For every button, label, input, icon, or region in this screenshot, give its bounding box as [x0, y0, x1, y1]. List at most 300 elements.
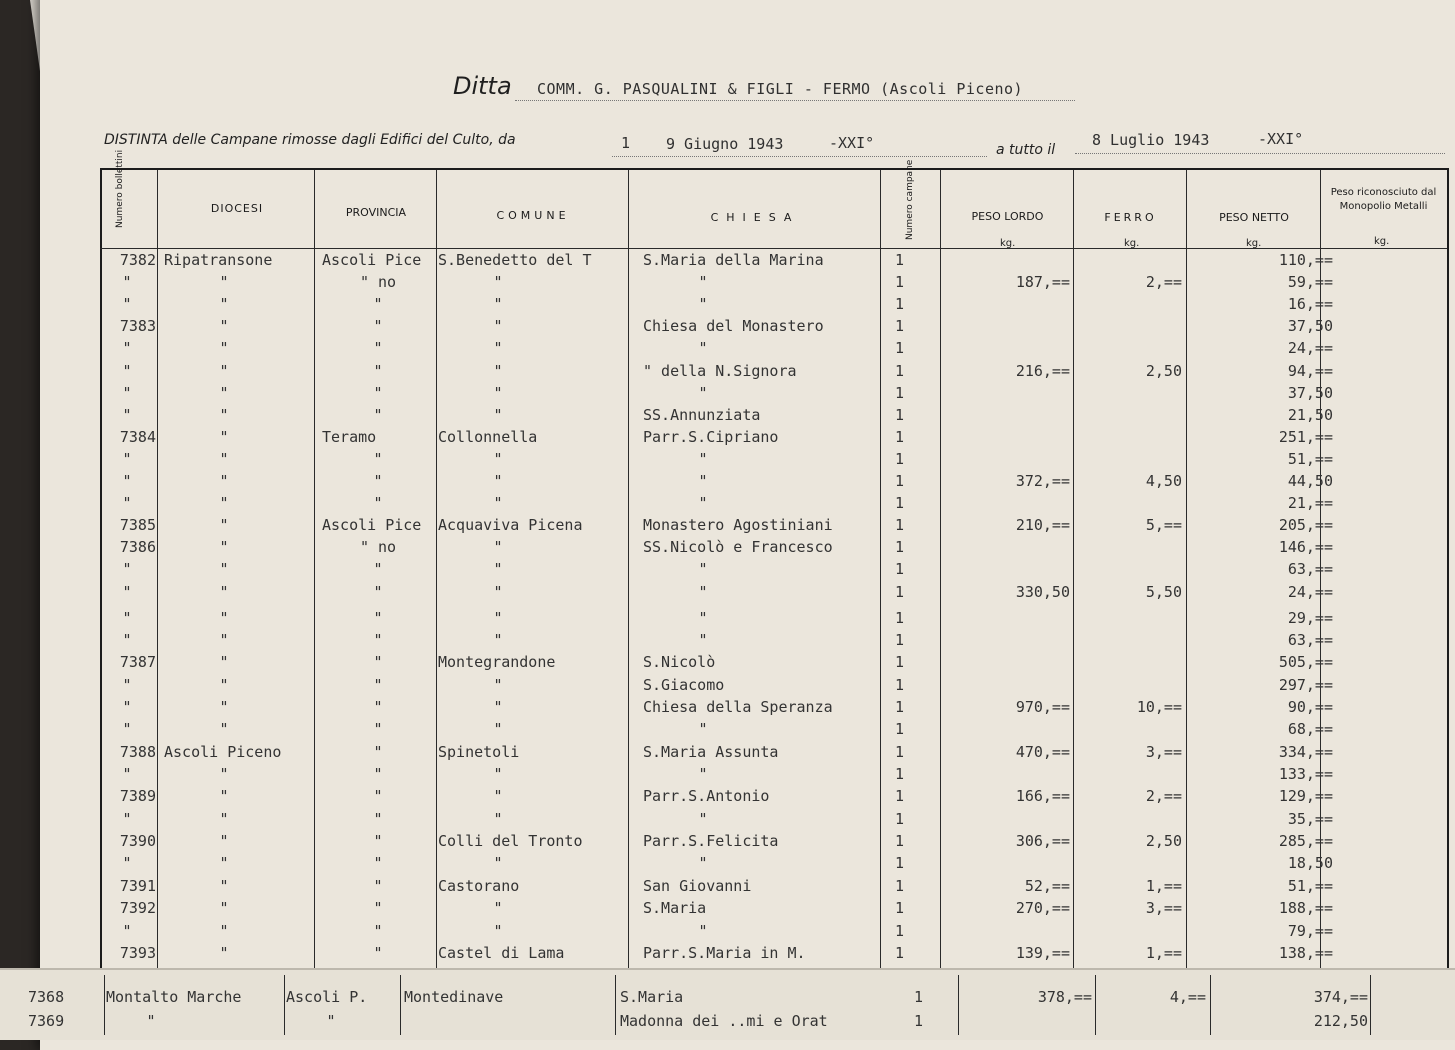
cell-diocesi: Ripatransone — [164, 251, 273, 269]
cell-diocesi: " — [219, 809, 229, 828]
cell-comune: " — [493, 339, 503, 358]
cell-diocesi: " — [219, 765, 229, 784]
cell-mon: 68,== — [1287, 720, 1333, 739]
cell-mon: 251,== — [1278, 427, 1333, 446]
cell-num: " — [122, 582, 132, 601]
cell-provincia: " — [373, 582, 383, 601]
cell-lordo: 372,== — [1015, 472, 1070, 490]
col-divider — [1186, 170, 1187, 968]
cell-num: 7385 — [119, 516, 156, 535]
cell-chiesa: S.Nicolò — [643, 653, 716, 672]
cell-chiesa: " — [698, 582, 708, 601]
cell-num: " — [122, 405, 132, 424]
cell-diocesi: " — [219, 449, 229, 468]
cell-ferro: 10,== — [1136, 698, 1182, 716]
cell-campane: 1 — [895, 582, 905, 601]
cell-chiesa: S.Maria della Marina — [643, 251, 824, 269]
cell-campane: 1 — [895, 361, 905, 380]
cell-num: " — [122, 720, 132, 739]
cell-mon: 24,== — [1287, 339, 1333, 358]
cell-provincia: " no — [359, 538, 397, 557]
cell-num: 7393 — [119, 943, 156, 962]
cell-chiesa: Chiesa della Speranza — [643, 698, 833, 716]
cell-diocesi: Montalto Marche — [106, 988, 242, 1006]
cell-comune: " — [493, 630, 503, 649]
cell-ferro: 2,== — [1145, 787, 1182, 806]
cell-provincia: " — [373, 653, 383, 672]
cell-mon: 16,== — [1287, 295, 1333, 314]
cell-lordo: 139,== — [1015, 943, 1070, 962]
cell-num: " — [122, 494, 132, 513]
cell-lordo: 270,== — [1015, 899, 1070, 918]
cell-diocesi: " — [219, 832, 229, 851]
cell-campane: 1 — [895, 943, 905, 962]
cell-chiesa: Parr.S.Cipriano — [643, 427, 779, 446]
cell-comune: " — [493, 449, 503, 468]
ditta-label: Ditta — [453, 72, 512, 100]
cell-campane: 1 — [895, 494, 905, 513]
cell-num: " — [122, 361, 132, 380]
cell-chiesa: Parr.S.Antonio — [643, 787, 770, 806]
cell-comune: " — [493, 361, 503, 380]
cell-num: " — [122, 449, 132, 468]
cell-mon: 18,50 — [1287, 854, 1333, 873]
cell-provincia: " — [373, 742, 383, 761]
cell-comune: " — [493, 472, 503, 490]
cell-campane: 1 — [895, 698, 905, 716]
cell-provincia: " — [373, 899, 383, 918]
cell-lordo: 166,== — [1015, 787, 1070, 806]
cell-provincia: " — [326, 1012, 336, 1030]
cell-ferro: 1,== — [1145, 876, 1182, 895]
to-date: 8 Luglio 1943 — [1092, 131, 1210, 149]
cell-ferro: 1,== — [1145, 943, 1182, 962]
cell-campane: 1 — [895, 251, 905, 269]
cell-ferro: 3,== — [1145, 742, 1182, 761]
cell-campane: 1 — [895, 742, 905, 761]
cell-num: 7390 — [119, 832, 156, 851]
cell-diocesi: Ascoli Piceno — [164, 742, 282, 761]
cell-mon: 94,== — [1287, 361, 1333, 380]
col-divider — [628, 170, 629, 968]
cell-chiesa: " — [698, 854, 708, 873]
cell-comune: " — [493, 317, 503, 336]
col-divider — [940, 170, 941, 968]
cell-campane: 1 — [895, 787, 905, 806]
cell-num: " — [122, 809, 132, 828]
cell-diocesi: " — [219, 899, 229, 918]
cell-provincia: " no — [359, 273, 397, 292]
cell-diocesi: " — [219, 921, 229, 940]
col-header-diocesi: DIOCESI — [210, 202, 264, 215]
cell-campane: 1 — [895, 405, 905, 424]
cell-comune: " — [493, 560, 503, 579]
cell-lordo: 970,== — [1015, 698, 1070, 716]
cell-chiesa: Parr.S.Maria in M. — [643, 943, 806, 962]
cell-num: 7388 — [119, 742, 156, 761]
cell-mon: 138,== — [1278, 943, 1333, 962]
cell-comune: Castel di Lama — [438, 943, 565, 962]
distinta-label: DISTINTA delle Campane rimosse dagli Edifici del Culto, da — [104, 132, 516, 148]
cell-diocesi: " — [219, 582, 229, 601]
col-divider — [1210, 975, 1211, 1035]
cell-provincia: " — [373, 630, 383, 649]
cell-campane: 1 — [895, 630, 905, 649]
col-divider — [157, 170, 158, 968]
col-header-monopolio: Peso riconosciuto dal Monopolio Metalli — [1330, 187, 1437, 212]
cell-comune: " — [493, 383, 503, 402]
cell-campane: 1 — [895, 339, 905, 358]
cell-mon: 334,== — [1278, 742, 1333, 761]
cell-provincia: " — [373, 361, 383, 380]
cell-diocesi: " — [219, 405, 229, 424]
cell-chiesa: " — [698, 921, 708, 940]
cell-num: " — [122, 698, 132, 716]
cell-mon: 21,== — [1287, 494, 1333, 513]
cell-campane: 1 — [895, 383, 905, 402]
cell-mon: 59,== — [1287, 273, 1333, 292]
cell-diocesi: " — [219, 472, 229, 490]
cell-num: 7369 — [28, 1012, 65, 1030]
cell-mon: 188,== — [1278, 899, 1333, 918]
cell-chiesa: " — [698, 295, 708, 314]
cell-diocesi: " — [219, 630, 229, 649]
cell-chiesa: San Giovanni — [643, 876, 752, 895]
cell-provincia: " — [373, 494, 383, 513]
cell-comune: " — [493, 405, 503, 424]
cell-num: " — [122, 854, 132, 873]
cell-diocesi: " — [219, 787, 229, 806]
cell-diocesi: " — [219, 698, 229, 716]
company-name: COMM. G. PASQUALINI & FIGLI - FERMO (Ascoli Piceno) — [537, 80, 1024, 98]
col-divider — [314, 170, 315, 968]
cell-mon: 146,== — [1278, 538, 1333, 557]
cell-campane: 1 — [895, 854, 905, 873]
col-header-provincia: PROVINCIA — [345, 206, 407, 219]
cell-num: 7368 — [28, 988, 65, 1006]
to-label: a tutto il — [996, 142, 1056, 158]
cell-provincia: " — [373, 675, 383, 694]
unit-monopolio: kg. — [1374, 236, 1390, 247]
cell-campane: 1 — [895, 899, 905, 918]
cell-mon: 205,== — [1278, 516, 1333, 535]
cell-chiesa: Monastero Agostiniani — [643, 516, 833, 535]
cell-chiesa: " — [698, 449, 708, 468]
cell-ferro: 2,50 — [1145, 361, 1182, 380]
cell-mon: 79,== — [1287, 921, 1333, 940]
cell-provincia: " — [373, 405, 383, 424]
cell-lordo: 52,== — [1024, 876, 1070, 895]
cell-mon: 37,50 — [1287, 317, 1333, 336]
cell-num: 7383 — [119, 317, 156, 336]
cell-lordo: 330,50 — [1015, 582, 1070, 601]
cell-mon: 51,== — [1287, 876, 1333, 895]
cell-mon: 35,== — [1287, 809, 1333, 828]
cell-mon: 24,== — [1287, 582, 1333, 601]
cell-num: 7389 — [119, 787, 156, 806]
from-dotted-line — [612, 156, 987, 157]
cell-chiesa: SS.Annunziata — [643, 405, 761, 424]
cell-num: " — [122, 383, 132, 402]
col-divider — [958, 975, 959, 1035]
col-header-numero: Numero bollettini — [115, 149, 125, 228]
cell-chiesa: " — [698, 765, 708, 784]
cell-provincia: " — [373, 383, 383, 402]
cell-diocesi: " — [219, 608, 229, 627]
cell-mon: 44,50 — [1287, 472, 1333, 490]
col-header-lordo: PESO LORDO — [971, 210, 1044, 223]
cell-num: 7387 — [119, 653, 156, 672]
cell-chiesa: S.Giacomo — [643, 675, 725, 694]
cell-lordo: 378,== — [1037, 988, 1092, 1006]
cell-campane: 1 — [895, 427, 905, 446]
cell-chiesa: " — [698, 720, 708, 739]
cell-campane: 1 — [914, 1012, 924, 1030]
cell-diocesi: " — [219, 317, 229, 336]
cell-num: " — [122, 560, 132, 579]
cell-comune: Collonnella — [438, 427, 538, 446]
cell-lordo: 470,== — [1015, 742, 1070, 761]
cell-comune: " — [493, 675, 503, 694]
cell-diocesi: " — [219, 538, 229, 557]
cell-campane: 1 — [895, 720, 905, 739]
cell-diocesi: " — [219, 516, 229, 535]
cell-comune: " — [493, 765, 503, 784]
cell-lordo: 306,== — [1015, 832, 1070, 851]
cell-campane: 1 — [895, 608, 905, 627]
cell-mon: 505,== — [1278, 653, 1333, 672]
cell-provincia: Teramo — [322, 427, 377, 446]
cell-ferro: 2,== — [1145, 273, 1182, 292]
cell-ferro: 2,50 — [1145, 832, 1182, 851]
cell-comune: " — [493, 608, 503, 627]
from-day: 1 — [621, 134, 631, 152]
cell-mon: 63,== — [1287, 560, 1333, 579]
col-divider — [104, 975, 105, 1035]
cell-comune: " — [493, 582, 503, 601]
col-divider — [880, 170, 881, 968]
cell-mon: 29,== — [1287, 608, 1333, 627]
cell-diocesi: " — [219, 675, 229, 694]
col-divider — [1073, 170, 1074, 968]
cell-chiesa: SS.Nicolò e Francesco — [643, 538, 833, 557]
cell-campane: 1 — [895, 449, 905, 468]
cell-ferro: 5,50 — [1145, 582, 1182, 601]
cell-campane: 1 — [895, 921, 905, 940]
cell-campane: 1 — [895, 560, 905, 579]
cell-chiesa: " — [698, 383, 708, 402]
cell-provincia: " — [373, 720, 383, 739]
cell-mon: 37,50 — [1287, 383, 1333, 402]
cell-comune: S.Benedetto del T — [438, 251, 592, 269]
cell-chiesa: " — [698, 273, 708, 292]
cell-campane: 1 — [895, 653, 905, 672]
cell-provincia: " — [373, 921, 383, 940]
cell-diocesi: " — [219, 273, 229, 292]
cell-comune: Acquaviva Picena — [438, 516, 583, 535]
cell-diocesi: " — [219, 653, 229, 672]
col-divider — [1095, 975, 1096, 1035]
cell-comune: Colli del Tronto — [438, 832, 583, 851]
cell-diocesi: " — [219, 494, 229, 513]
cell-diocesi: " — [219, 720, 229, 739]
cell-mon: 63,== — [1287, 630, 1333, 649]
cell-provincia: Ascoli P. — [286, 988, 368, 1006]
cell-num: " — [122, 273, 132, 292]
cell-comune: " — [493, 494, 503, 513]
cell-chiesa: Chiesa del Monastero — [643, 317, 824, 336]
cell-num: " — [122, 921, 132, 940]
cell-comune: " — [493, 921, 503, 940]
cell-diocesi: " — [219, 427, 229, 446]
cell-provincia: " — [373, 943, 383, 962]
unit-ferro: kg. — [1124, 238, 1140, 249]
cell-chiesa: S.Maria Assunta — [643, 742, 779, 761]
cell-comune: Spinetoli — [438, 742, 520, 761]
cell-num: " — [122, 472, 132, 490]
cell-chiesa: S.Maria — [620, 988, 684, 1006]
col-header-ferro: FERRO — [1104, 211, 1157, 224]
cell-mon: 285,== — [1278, 832, 1333, 851]
to-dotted-line — [1075, 153, 1445, 154]
cell-provincia: " — [373, 339, 383, 358]
cell-chiesa: S.Maria — [643, 899, 707, 918]
unit-lordo: kg. — [1000, 238, 1016, 249]
cell-num: 7386 — [119, 538, 156, 557]
cell-comune: " — [493, 854, 503, 873]
col-divider — [615, 975, 616, 1035]
cell-campane: 1 — [895, 516, 905, 535]
cell-num: " — [122, 675, 132, 694]
cell-provincia: " — [373, 765, 383, 784]
col-divider — [400, 975, 401, 1035]
cell-mon: 110,== — [1278, 251, 1333, 269]
col-divider — [1370, 975, 1371, 1035]
cell-campane: 1 — [895, 538, 905, 557]
cell-comune: " — [493, 787, 503, 806]
cell-comune: " — [493, 698, 503, 716]
cell-diocesi: " — [219, 876, 229, 895]
cell-comune: " — [493, 809, 503, 828]
cell-provincia: " — [373, 295, 383, 314]
cell-provincia: " — [373, 787, 383, 806]
cell-chiesa: " — [698, 630, 708, 649]
cell-chiesa: " — [698, 472, 708, 490]
cell-diocesi: " — [219, 560, 229, 579]
cell-mon: 21,50 — [1287, 405, 1333, 424]
cell-chiesa: " — [698, 339, 708, 358]
cell-provincia: " — [373, 809, 383, 828]
cell-num: " — [122, 630, 132, 649]
col-divider — [284, 975, 285, 1035]
cell-num: " — [122, 765, 132, 784]
cell-comune: " — [493, 720, 503, 739]
cell-chiesa: " — [698, 608, 708, 627]
cell-comune: Montedinave — [404, 988, 504, 1006]
cell-campane: 1 — [895, 876, 905, 895]
cell-comune: Castorano — [438, 876, 520, 895]
col-header-campane: Numero campane — [905, 159, 915, 240]
unit-netto: kg. — [1246, 238, 1262, 249]
cell-comune: " — [493, 295, 503, 314]
cell-mon: 212,50 — [1313, 1012, 1368, 1030]
cell-mon: 133,== — [1278, 765, 1333, 784]
cell-provincia: " — [373, 472, 383, 490]
cell-num: 7382 — [119, 251, 156, 269]
cell-comune: " — [493, 538, 503, 557]
cell-provincia: Ascoli Pice — [322, 516, 422, 535]
cell-provincia: " — [373, 698, 383, 716]
cell-campane: 1 — [895, 273, 905, 292]
cell-provincia: " — [373, 854, 383, 873]
cell-diocesi: " — [219, 339, 229, 358]
cell-diocesi: " — [219, 943, 229, 962]
cell-mon: 374,== — [1313, 988, 1368, 1006]
cell-campane: 1 — [914, 988, 924, 1006]
cell-chiesa: Parr.S.Felicita — [643, 832, 779, 851]
cell-chiesa: " della N.Signora — [643, 361, 797, 380]
from-era: -XXI° — [829, 134, 875, 152]
cell-chiesa: " — [698, 494, 708, 513]
cell-campane: 1 — [895, 317, 905, 336]
cell-num: 7384 — [119, 427, 156, 446]
cell-lordo: 187,== — [1015, 273, 1070, 292]
cell-ferro: 3,== — [1145, 899, 1182, 918]
cell-mon: 51,== — [1287, 449, 1333, 468]
cell-provincia: " — [373, 449, 383, 468]
cell-provincia: " — [373, 560, 383, 579]
col-header-netto: PESO NETTO — [1219, 211, 1289, 224]
from-date: 9 Giugno 1943 — [666, 135, 784, 153]
cell-chiesa: " — [698, 560, 708, 579]
cell-ferro: 4,== — [1169, 988, 1206, 1006]
cell-campane: 1 — [895, 675, 905, 694]
cell-comune: " — [493, 273, 503, 292]
cell-provincia: " — [373, 876, 383, 895]
cell-campane: 1 — [895, 295, 905, 314]
cell-lordo: 210,== — [1015, 516, 1070, 535]
cell-campane: 1 — [895, 765, 905, 784]
cell-comune: Montegrandone — [438, 653, 556, 672]
header-divider — [100, 248, 1447, 249]
cell-num: 7391 — [119, 876, 156, 895]
cell-num: " — [122, 339, 132, 358]
col-header-comune: COMUNE — [496, 209, 570, 222]
cell-provincia: " — [373, 317, 383, 336]
cell-ferro: 4,50 — [1145, 472, 1182, 490]
cell-num: " — [122, 295, 132, 314]
cell-mon: 90,== — [1287, 698, 1333, 716]
to-era: -XXI° — [1258, 130, 1304, 148]
company-dotted-line — [515, 100, 1075, 101]
cell-diocesi: " — [219, 361, 229, 380]
cell-provincia: " — [373, 832, 383, 851]
cell-provincia: Ascoli Pice — [322, 251, 422, 269]
cell-campane: 1 — [895, 832, 905, 851]
cell-num: 7392 — [119, 899, 156, 918]
cell-diocesi: " — [219, 295, 229, 314]
cell-diocesi: " — [146, 1012, 156, 1030]
cell-campane: 1 — [895, 472, 905, 490]
cell-diocesi: " — [219, 383, 229, 402]
cell-ferro: 5,== — [1145, 516, 1182, 535]
col-header-chiesa: CHIESA — [710, 211, 800, 224]
cell-provincia: " — [373, 608, 383, 627]
cell-chiesa: Madonna dei ..mi e Orat — [620, 1012, 828, 1030]
cell-mon: 297,== — [1278, 675, 1333, 694]
cell-diocesi: " — [219, 854, 229, 873]
cell-chiesa: " — [698, 809, 708, 828]
